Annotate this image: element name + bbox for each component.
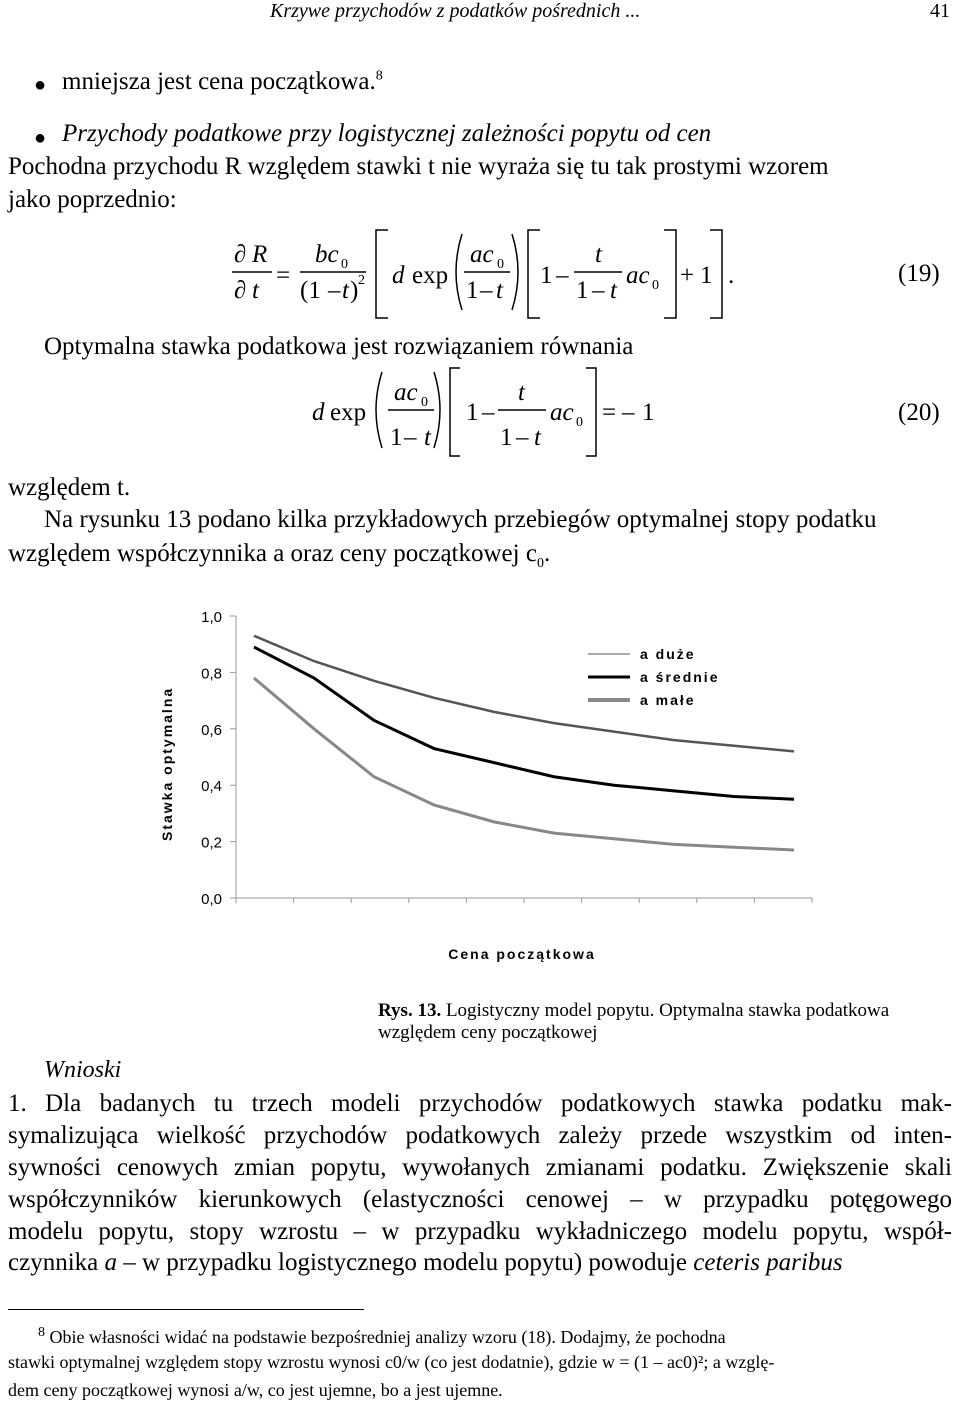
- svg-text:ac: ac: [470, 241, 494, 268]
- svg-text:=: =: [276, 262, 291, 289]
- svg-text:t: t: [252, 277, 259, 304]
- paragraph-line: symalizująca wielkość przychodów podatkowych zależy przede wszystkim od inten-: [8, 1122, 952, 1149]
- legend-label: a duże: [640, 646, 696, 662]
- figure-caption: Rys. 13. Logistyczny model popytu. Optymalna stawka podatkowa względem ceny początkowej: [378, 1000, 890, 1043]
- equation-number: (20): [898, 399, 940, 426]
- paragraph-line: modelu popytu, stopy wzrostu – w przypadku wykładniczego modelu popytu, współ-: [8, 1218, 952, 1245]
- paragraph-line: względem t.: [8, 474, 131, 501]
- svg-text:(1: (1: [300, 277, 321, 304]
- svg-text:–: –: [404, 424, 417, 451]
- svg-text:+: +: [680, 262, 695, 289]
- paragraph-line: Optymalna stawka podatkowa jest rozwiązaniem równania: [44, 333, 634, 360]
- svg-text:0: 0: [652, 278, 659, 293]
- footnote-rule: [8, 1309, 364, 1310]
- eq-partial-R: ∂: [234, 241, 247, 268]
- legend-label: a średnie: [640, 669, 720, 685]
- svg-text:0: 0: [576, 415, 583, 430]
- bullet-icon: ●: [34, 74, 47, 96]
- svg-text:1: 1: [576, 277, 589, 304]
- svg-text:ac: ac: [626, 262, 650, 289]
- svg-text:exp: exp: [412, 262, 449, 289]
- page-number: 41: [930, 0, 950, 22]
- bullet-icon: ●: [34, 127, 47, 149]
- series-line-3: [254, 678, 794, 850]
- svg-text:t: t: [424, 424, 431, 451]
- svg-text:–: –: [556, 262, 569, 289]
- legend-label: a małe: [640, 692, 696, 708]
- svg-text:1: 1: [540, 262, 553, 289]
- y-tick-label: 0,2: [201, 834, 222, 852]
- y-tick-label: 0,8: [201, 665, 222, 683]
- svg-text:∂: ∂: [234, 277, 247, 304]
- svg-text:.: .: [728, 262, 735, 289]
- svg-text:1: 1: [390, 424, 403, 451]
- svg-text:1: 1: [500, 424, 513, 451]
- y-tick-label: 0,6: [201, 721, 222, 739]
- section-heading: Przychody podatkowe przy logistycznej zależności popytu od cen: [62, 120, 712, 147]
- paragraph-line: współczynników kierunkowych (elastyczności cenowej – w przypadku potęgowego: [8, 1186, 952, 1213]
- svg-text:d: d: [312, 399, 325, 426]
- svg-text:1: 1: [642, 399, 655, 426]
- paragraph-line: jako poprzednio:: [8, 186, 177, 213]
- section-heading: Wnioski: [44, 1057, 122, 1083]
- svg-text:ac: ac: [394, 379, 418, 406]
- svg-text:t: t: [534, 424, 541, 451]
- svg-text:R: R: [252, 241, 268, 268]
- y-tick-label: 1,0: [201, 609, 222, 626]
- svg-text:0: 0: [421, 395, 428, 410]
- svg-text:d: d: [392, 262, 405, 289]
- footnote-line: $^8$ Obie własności widać na podstawie bezpośredniej analizy wzoru (18). Dodajmy, że pochodna: [38, 1325, 726, 1347]
- paragraph-line: Na rysunku 13 podano kilka przykładowych przebiegów optymalnej stopy podatku: [44, 506, 877, 533]
- svg-text:0: 0: [497, 257, 504, 272]
- svg-text:1: 1: [700, 262, 713, 289]
- paragraph-line: sywności cenowych zmian popytu, wywołanych zmianami podatku. Zwiększenie skali: [8, 1154, 952, 1181]
- x-axis-label: Cena początkowa: [448, 946, 596, 962]
- svg-text:): ): [350, 277, 359, 304]
- paragraph-line: czynnika a – w przypadku logistycznego modelu popytu) powoduje ceteris paribus: [8, 1249, 843, 1276]
- svg-text:t: t: [342, 277, 349, 304]
- svg-text:1: 1: [466, 399, 479, 426]
- svg-text:–: –: [516, 424, 529, 451]
- svg-text:t: t: [610, 277, 617, 304]
- svg-text:bc: bc: [315, 241, 339, 268]
- svg-text:–: –: [592, 277, 605, 304]
- equation-20: [0, 0, 960, 460]
- y-tick-label: 0,4: [201, 778, 222, 796]
- bullet-item-1: mniejsza jest cena początkowa.$^8$: [62, 68, 383, 95]
- svg-text:2: 2: [358, 273, 365, 288]
- svg-text:t: t: [518, 379, 525, 406]
- svg-text:–: –: [622, 399, 635, 426]
- footnote-line: dem ceny początkowej wynosi a/w, co jest ujemne, bo a jest ujemne.: [8, 1380, 503, 1400]
- svg-text:t: t: [595, 241, 602, 268]
- paragraph-line: Pochodna przychodu R względem stawki t nie wyraża się tu tak prostymi wzorem: [8, 153, 829, 180]
- optimal-tax-rate-chart: [140, 596, 840, 976]
- running-header: Krzywe przychodów z podatków pośrednich ...: [270, 0, 641, 22]
- svg-text:t: t: [496, 277, 503, 304]
- y-axis-label: Stawka optymalna: [159, 686, 175, 841]
- paragraph-line: 1. Dla badanych tu trzech modeli przychodów podatkowych stawka podatku mak-: [8, 1090, 952, 1117]
- svg-text:ac: ac: [550, 399, 574, 426]
- svg-text:–: –: [480, 277, 493, 304]
- svg-text:–: –: [482, 399, 495, 426]
- svg-text:=: =: [602, 399, 617, 426]
- footnote-line: stawki optymalnej względem stopy wzrostu wynosi c0/w (co jest dodatnie), gdzie w = (1 – ac0)²; a wzglę-: [8, 1352, 775, 1372]
- equation-number: (19): [898, 260, 940, 287]
- svg-text:0: 0: [341, 257, 348, 272]
- svg-text:exp: exp: [330, 399, 367, 426]
- paragraph-line: względem współczynnika a oraz ceny początkowej $c_0$.: [8, 540, 551, 571]
- svg-text:1: 1: [466, 277, 479, 304]
- svg-text:–: –: [328, 277, 341, 304]
- y-tick-label: 0,0: [201, 891, 222, 908]
